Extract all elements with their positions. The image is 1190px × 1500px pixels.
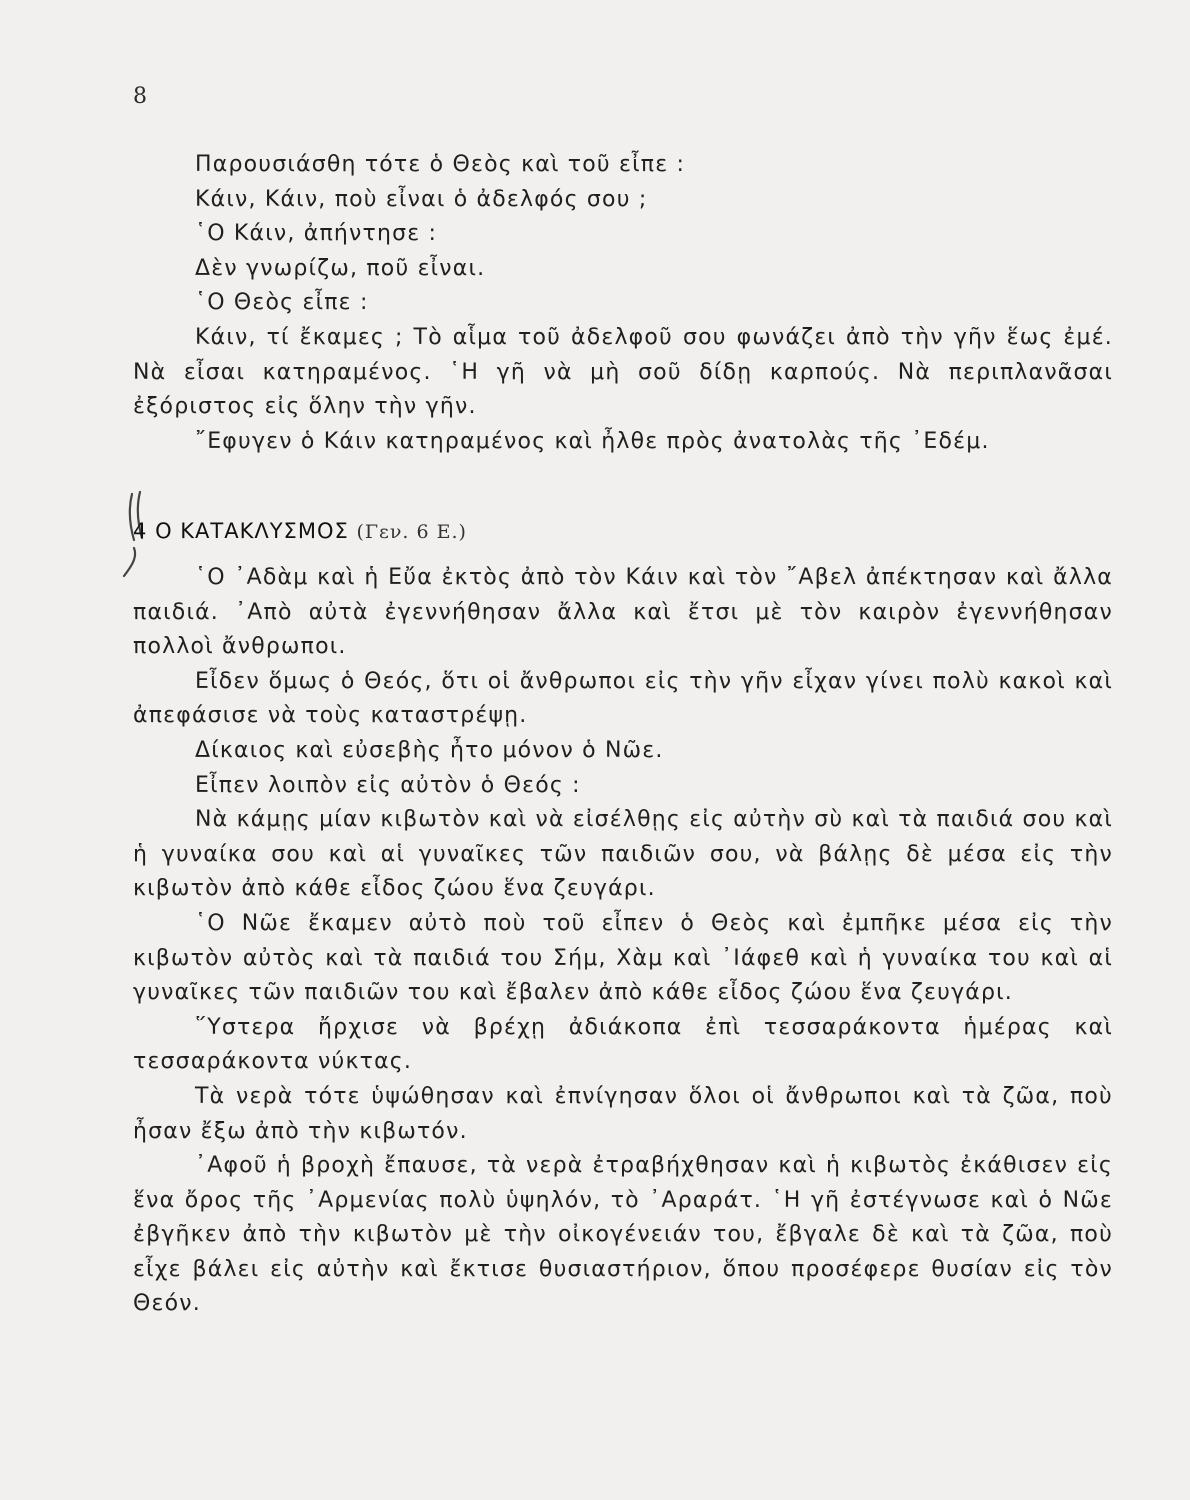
paragraph: Κάιν, Κάιν, ποὺ εἶναι ὁ ἀδελφός σου ; (195, 186, 648, 212)
section-title: Ο ΚΑΤΑΚΛΥΣΜΟΣ (155, 519, 349, 543)
paragraph: Παρουσιάσθη τότε ὁ Θεὸς καὶ τοῦ εἶπε : (195, 152, 686, 177)
passage-flood (133, 561, 1113, 1322)
page-number: 8 (133, 84, 147, 109)
paragraph: ῞Υστερα ἤρχισε νὰ βρέχῃ ἀδιάκοπα ἐπὶ τεσσαράκοντα ἡμέρας καὶ τεσσαράκοντα νύκτας. (133, 1014, 1113, 1075)
paragraph: Νὰ κάμῃς μίαν κιβωτὸν καὶ νὰ εἰσέλθῃς εἰς αὐτὴν σὺ καὶ τὰ παιδιά σου καὶ ἡ γυναίκα σου καὶ αἱ γυναῖκες τῶν παιδιῶν σου, νὰ βάλῃς δὲ μέσα εἰς τὴν κιβωτὸν ἀπὸ κάθε εἶδος ζώου ἕνα ζευγάρι. (133, 807, 1113, 902)
paragraph: ῎Εφυγεν ὁ Κάιν κατηραμένος καὶ ἦλθε πρὸς ἀνατολὰς τῆς ᾿Εδέμ. (195, 428, 990, 454)
paragraph: ῾Ο Νῶε ἔκαμεν αὐτὸ ποὺ τοῦ εἶπεν ὁ Θεὸς καὶ ἐμπῆκε μέσα εἰς τὴν κιβωτὸν αὐτὸς καὶ τὰ παιδιά του Σήμ, Χὰμ καὶ ᾿Ιάφεθ καὶ ἡ γυναίκα του καὶ αἱ γυναῖκες τῶν παιδιῶν του καὶ ἔβαλεν ἀπὸ κάθε εἶδος ζώου ἕνα ζευγάρι. (133, 910, 1113, 1006)
paragraph: Κάιν, τί ἔκαμες ; Τὸ αἷμα τοῦ ἀδελφοῦ σου φωνάζει ἀπὸ τὴν γῆν ἕως ἐμέ. Νὰ εἶσαι κατηραμένος. ῾Η γῆ νὰ μὴ σοῦ δίδῃ καρπούς. Νὰ περιπλανᾶσαι ἐξόριστος εἰς ὅλην τὴν γῆν. (133, 324, 1113, 420)
paragraph: Εἶδεν ὅμως ὁ Θεός, ὅτι οἱ ἄνθρωποι εἰς τὴν γῆν εἶχαν γίνει πολὺ κακοὶ καὶ ἀπεφάσισε νὰ τοὺς καταστρέψῃ. (133, 668, 1113, 729)
paragraph: ῾Ο Θεὸς εἶπε : (195, 290, 369, 316)
paragraph: ᾿Αφοῦ ἡ βροχὴ ἔπαυσε, τὰ νερὰ ἐτραβήχθησαν καὶ ἡ κιβωτὸς ἐκάθισεν εἰς ἕνα ὄρος τῆς ᾿Αρμενίας πολὺ ὑψηλόν, τὸ ᾿Αραράτ. ῾Η γῆ ἐστέγνωσε καὶ ὁ Νῶε ἐβγῆκεν ἀπὸ τὴν κιβωτὸν μὲ τὴν οἰκογένειάν του, ἔβγαλε δὲ καὶ τὰ ζῶα, ποὺ εἶχε βάλει εἰς αὐτὴν καὶ ἔκτισε θυσιαστήριον, ὅπου προσέφερε θυσίαν εἰς τὸν Θεόν. (133, 1153, 1113, 1317)
paragraph: Εἶπεν λοιπὸν εἰς αὐτὸν ὁ Θεός : (195, 772, 581, 798)
section-reference: (Γεν. 6 Ε.) (356, 521, 467, 543)
passage-cain (133, 148, 1113, 459)
paragraph: Δίκαιος καὶ εὐσεβὴς ἦτο μόνον ὁ Νῶε. (195, 737, 664, 763)
paragraph: Τὰ νερὰ τότε ὑψώθησαν καὶ ἐπνίγησαν ὅλοι οἱ ἄνθρωποι καὶ τὰ ζῶα, ποὺ ἦσαν ἔξω ἀπὸ τὴν κιβωτόν. (133, 1083, 1113, 1144)
section-heading (133, 519, 467, 543)
paragraph: ῾Ο ᾿Αδὰμ καὶ ἡ Εὔα ἐκτὸς ἀπὸ τὸν Κάιν καὶ τὸν ῎Αβελ ἀπέκτησαν καὶ ἄλλα παιδιά. ᾿Απὸ αὐτὰ ἐγεννήθησαν ἄλλα καὶ ἔτσι μὲ τὸν καιρὸν ἐγεννήθησαν πολλοὶ ἄνθρωποι. (133, 565, 1113, 660)
paragraph: ῾Ο Κάιν, ἀπήντησε : (195, 221, 438, 247)
paragraph: Δὲν γνωρίζω, ποῦ εἶναι. (195, 255, 486, 281)
section-number: 4 (133, 519, 148, 543)
